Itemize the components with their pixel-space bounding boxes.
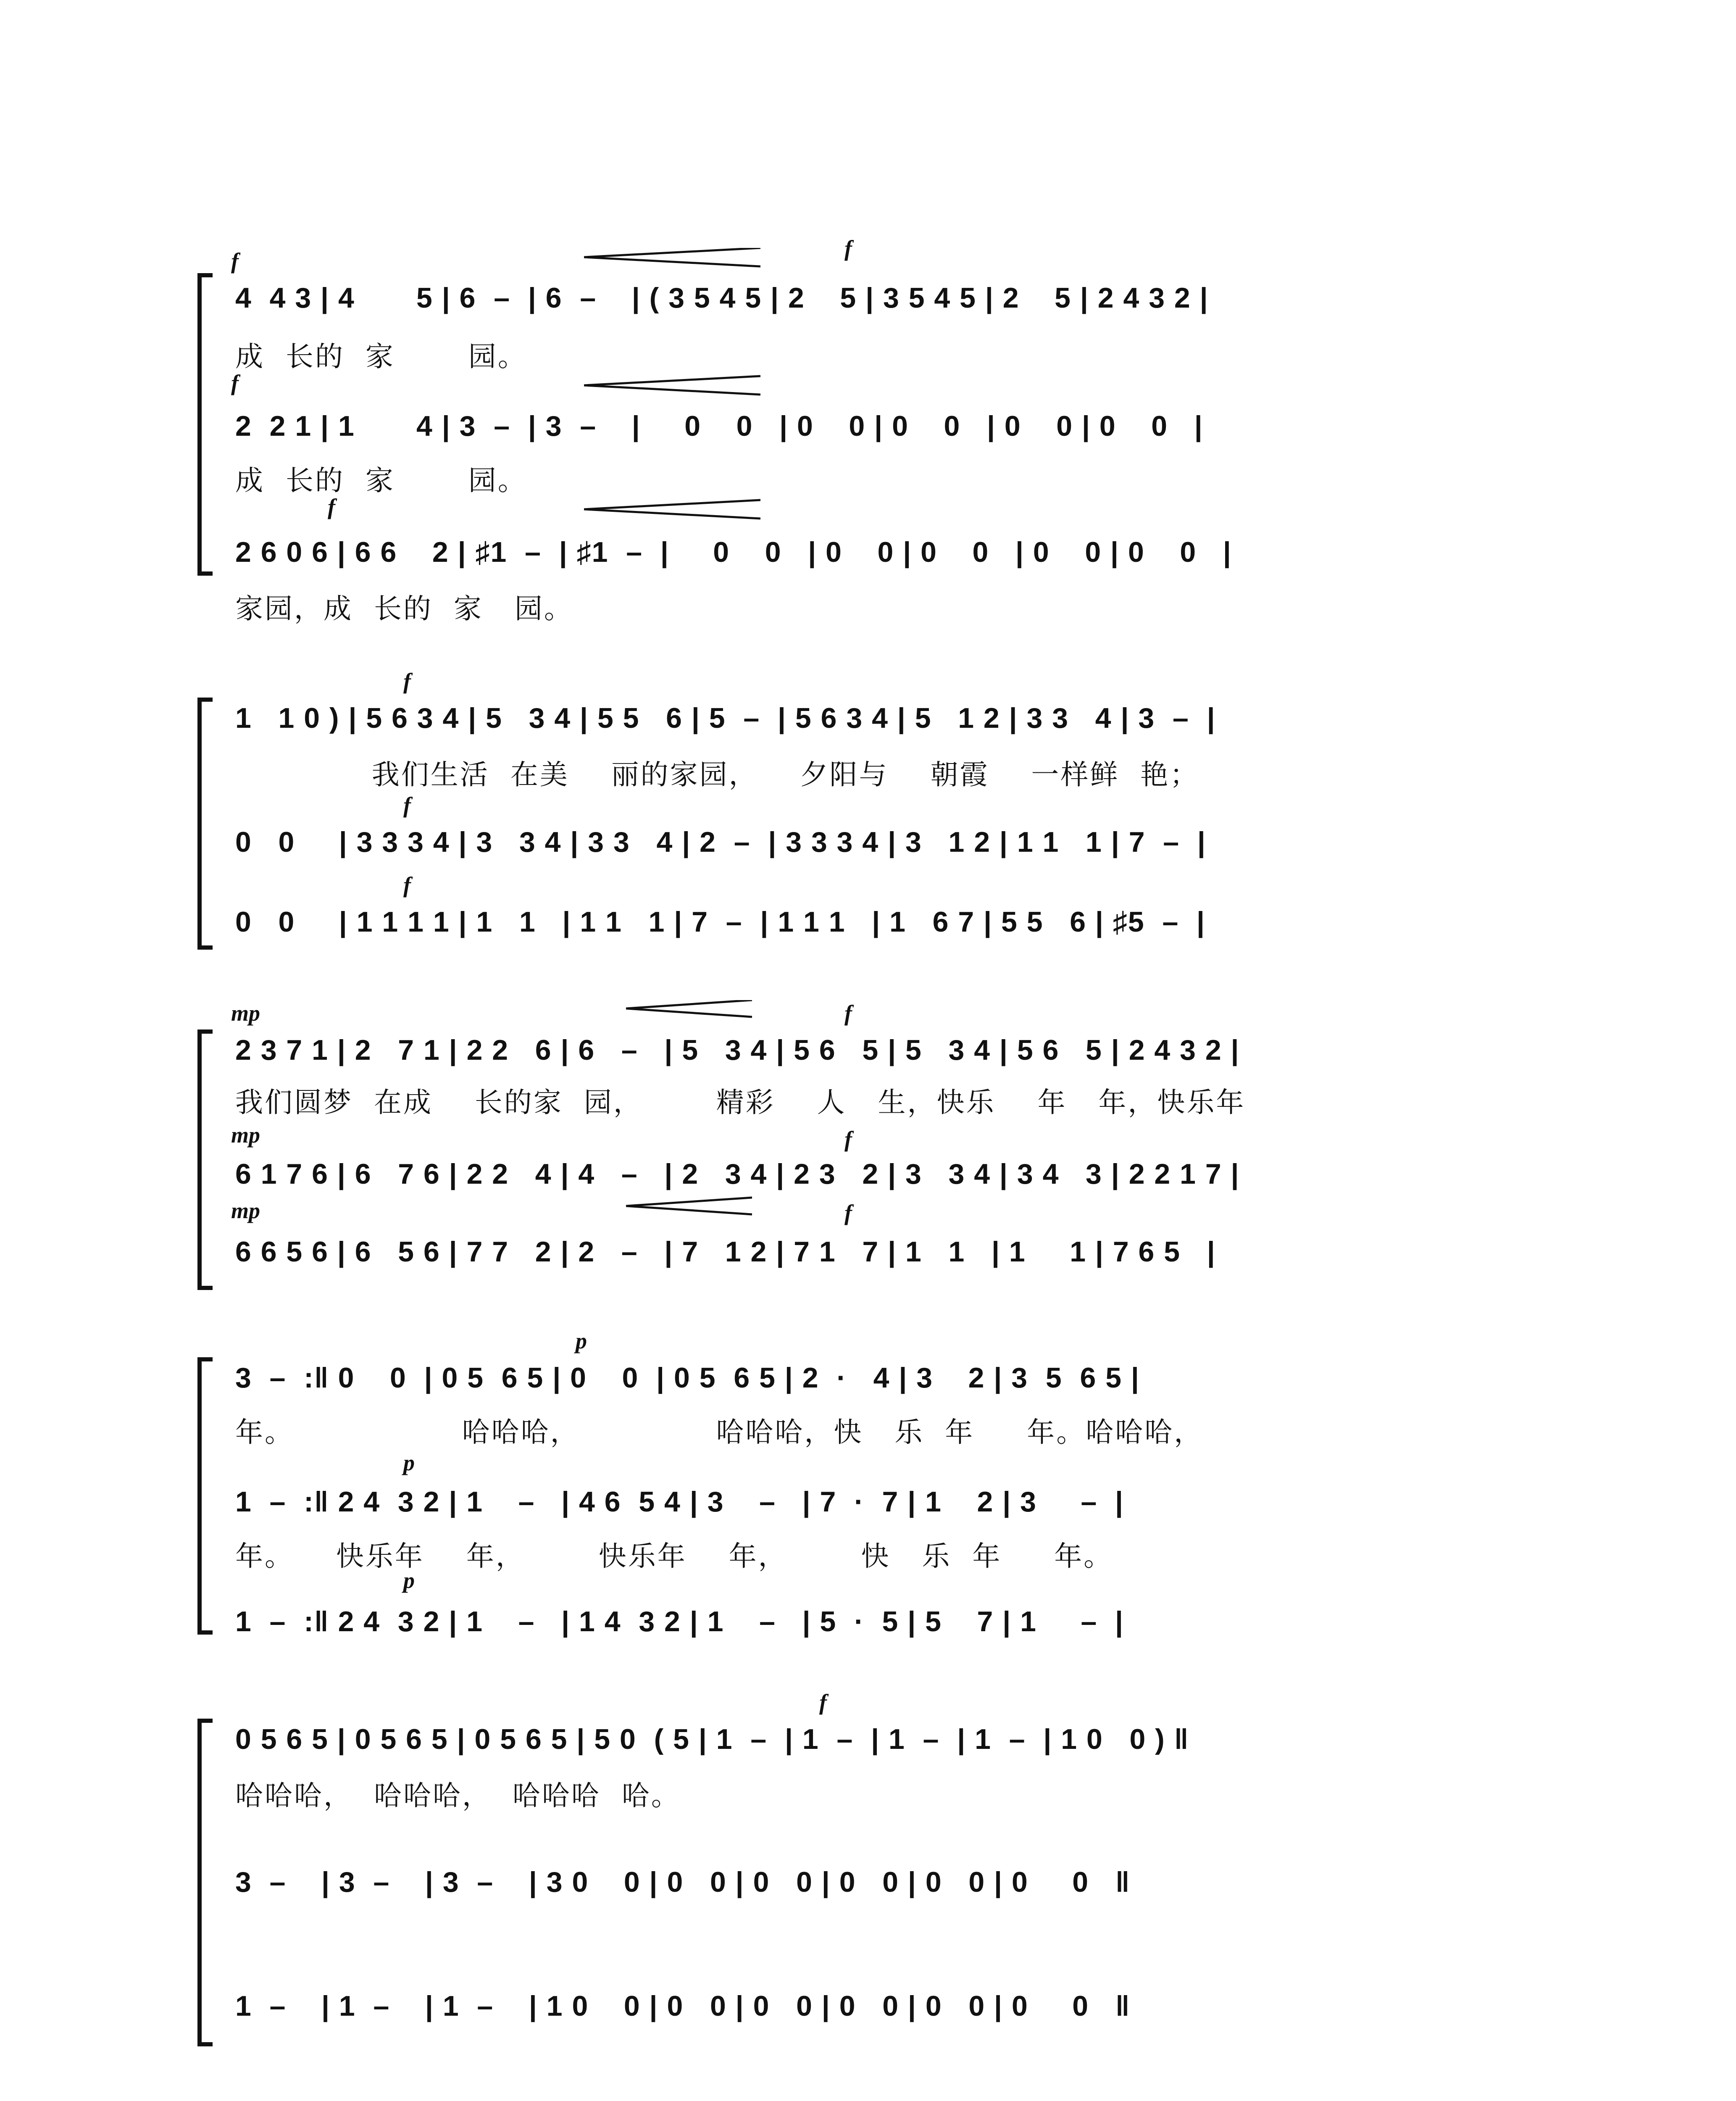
bass-notes: 2 6 0 6 | 6 6 2 | ♯1 – | ♯1 – | 0 0 | 0 0 | 0 0 | 0 0 | 0 0 | <box>235 536 1232 568</box>
soprano-lyrics: 我们圆梦 在成 长的家 园， 精彩 人 生，快乐 年 年，快乐年 <box>235 1086 1246 1119</box>
soprano-notes: 1 1 0 ) | 5 6 3 4 | 5 3 4 | 5 5 6 | 5 – | 5 6 3 4 | 5 1 2 | 3 3 4 | 3 – | <box>235 702 1216 734</box>
score-system-1 <box>206 235 1588 625</box>
dynamic-mark: mp <box>231 1198 260 1223</box>
dynamic-mark: mp <box>231 1122 260 1148</box>
dynamic-mark: f <box>844 236 852 261</box>
dynamic-mark: f <box>403 872 411 898</box>
alto-notes: 2 2 1 | 1 4 | 3 – | 3 – | 0 0 | 0 0 | 0 0 | 0 0 | 0 0 | <box>235 410 1203 442</box>
alto-lyrics: 成 长的 家 园。 <box>235 464 527 497</box>
score-system-2 <box>206 668 1588 962</box>
dynamic-mark: p <box>403 1450 415 1475</box>
soprano-lyrics: 成 长的 家 园。 <box>235 340 527 373</box>
dynamic-mark: f <box>231 248 239 274</box>
dynamic-mark: p <box>403 1568 415 1593</box>
alto-notes: 0 0 | 3 3 3 4 | 3 3 4 | 3 3 4 | 2 – | 3 3 3 4 | 3 1 2 | 1 1 1 | 7 – | <box>235 826 1206 858</box>
soprano-notes: 0 5 6 5 | 0 5 6 5 | 0 5 6 5 | 5 0 ( 5 | 1 – | 1 – | 1 – | 1 – | 1 0 0 ) ‖ <box>235 1723 1189 1755</box>
bass-notes: 1 – :‖ 2 4 3 2 | 1 – | 1 4 3 2 | 1 – | 5 · 5 | 5 7 | 1 – | <box>235 1606 1124 1638</box>
soprano-notes: 2 3 7 1 | 2 7 1 | 2 2 6 | 6 – | 5 3 4 | 5 6 5 | 5 3 4 | 5 6 5 | 2 4 3 2 | <box>235 1034 1240 1066</box>
score-system-5 <box>206 1689 1588 2051</box>
soprano-lyrics: 哈哈哈， 哈哈哈， 哈哈哈 哈。 <box>235 1780 681 1812</box>
alto-lyrics: 年。 快乐年 年， 快乐年 年， 快 乐 年 年。 <box>235 1540 1113 1572</box>
dynamic-mark: f <box>328 494 335 519</box>
system-brace <box>197 698 213 950</box>
soprano-lyrics: 我们生活 在美 丽的家园， 夕阳与 朝霞 一样鲜 艳； <box>235 758 1199 791</box>
dynamic-mark: p <box>576 1328 587 1353</box>
bass-lyrics: 家园，成 长的 家 园。 <box>235 592 573 625</box>
soprano-lyrics: 年。 哈哈哈， 哈哈哈，快 乐 年 年。哈哈哈， <box>235 1416 1204 1448</box>
score-system-3 <box>206 1000 1588 1294</box>
system-brace <box>197 1029 213 1290</box>
score-system-4 <box>206 1328 1588 1664</box>
crescendo-hairpin <box>626 1000 752 1219</box>
soprano-notes: 4 4 3 | 4 5 | 6 – | 6 – | ( 3 5 4 5 | 2 5 | 3 5 4 5 | 2 5 | 2 4 3 2 | <box>235 282 1209 314</box>
alto-notes: 3 – | 3 – | 3 – | 3 0 0 | 0 0 | 0 0 | 0 0 | 0 0 | 0 0 ‖ <box>235 1866 1131 1898</box>
system-brace <box>197 1357 213 1635</box>
alto-notes: 1 – :‖ 2 4 3 2 | 1 – | 4 6 5 4 | 3 – | 7 · 7 | 1 2 | 3 – | <box>235 1486 1124 1518</box>
dynamic-mark: f <box>819 1690 827 1715</box>
bass-notes: 6 6 5 6 | 6 5 6 | 7 7 2 | 2 – | 7 1 2 | 7 1 7 | 1 1 | 1 1 | 7 6 5 | <box>235 1236 1216 1268</box>
bass-notes: 1 – | 1 – | 1 – | 1 0 0 | 0 0 | 0 0 | 0 0 | 0 0 | 0 0 ‖ <box>235 1990 1131 2022</box>
dynamic-mark: f <box>403 792 411 818</box>
soprano-notes: 3 – :‖ 0 0 | 0 5 6 5 | 0 0 | 0 5 6 5 | 2 · 4 | 3 2 | 3 5 6 5 | <box>235 1362 1140 1394</box>
system-brace <box>197 273 213 576</box>
system-brace <box>197 1719 213 2046</box>
alto-notes: 6 1 7 6 | 6 7 6 | 2 2 4 | 4 – | 2 3 4 | 2 3 2 | 3 3 4 | 3 4 3 | 2 2 1 7 | <box>235 1158 1240 1190</box>
dynamic-mark: f <box>231 370 239 395</box>
bass-notes: 0 0 | 1 1 1 1 | 1 1 | 1 1 1 | 7 – | 1 1 1 | 1 6 7 | 5 5 6 | ♯5 – | <box>235 906 1206 938</box>
dynamic-mark: f <box>844 1000 852 1026</box>
dynamic-mark: f <box>844 1127 852 1152</box>
dynamic-mark: mp <box>231 1000 260 1026</box>
crescendo-hairpin <box>584 248 760 542</box>
dynamic-mark: f <box>403 669 411 694</box>
dynamic-mark: f <box>844 1200 852 1225</box>
